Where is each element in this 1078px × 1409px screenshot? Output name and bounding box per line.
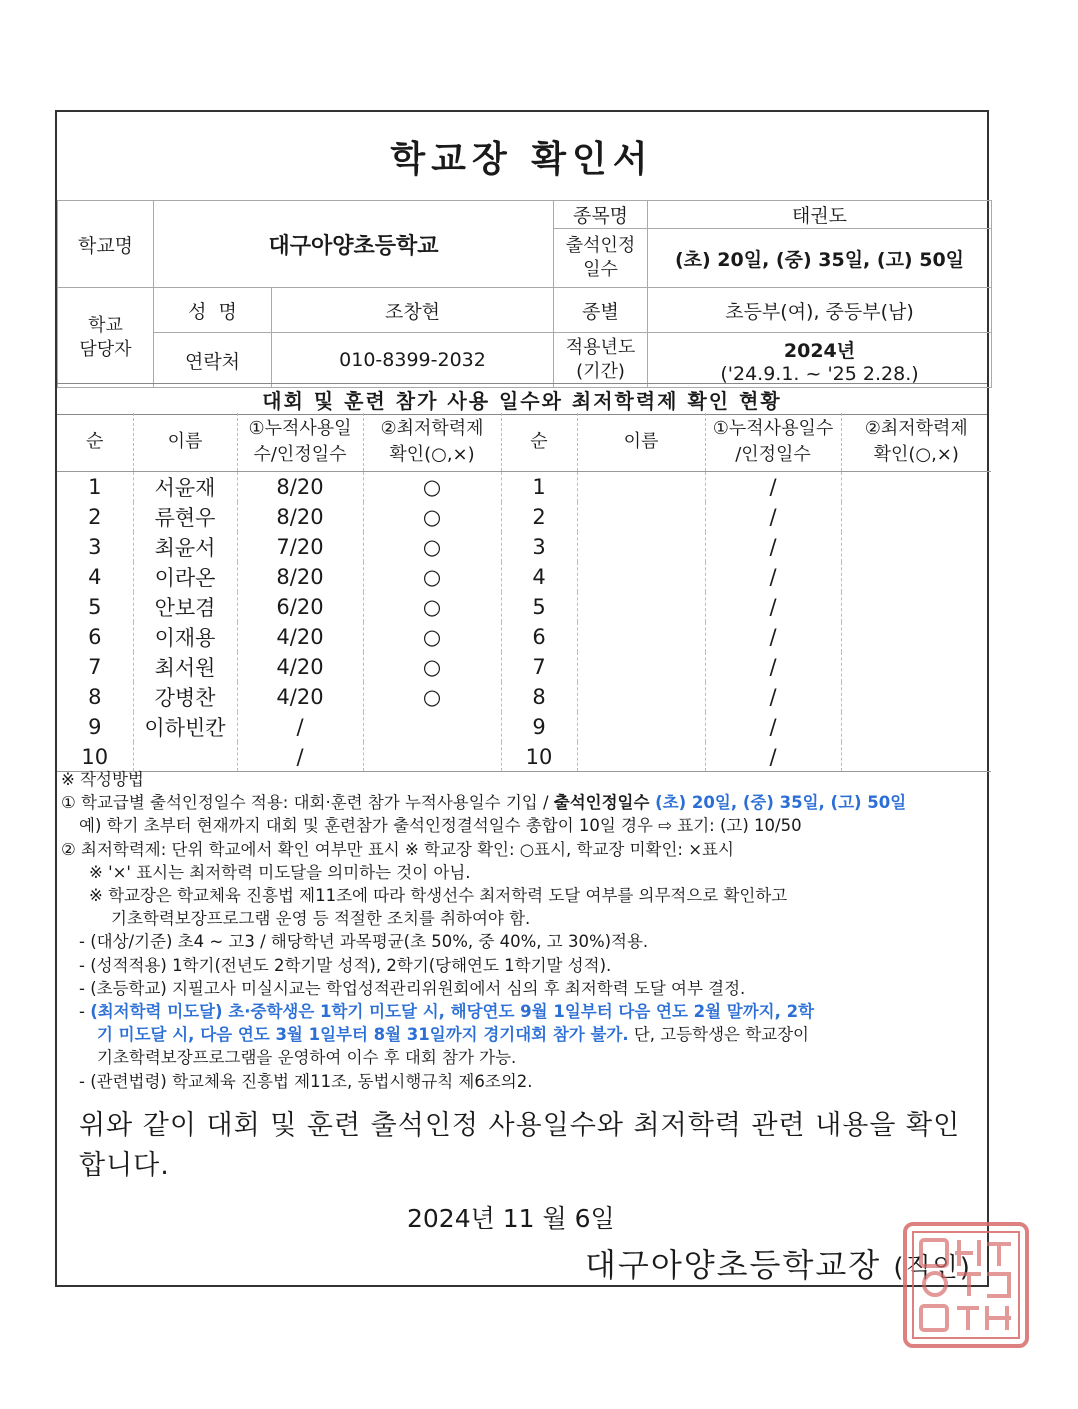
roster-cell-check2 — [841, 622, 991, 652]
roster-cell-no: 9 — [88, 715, 102, 739]
roster-cell-no: 5 — [88, 595, 102, 619]
roster-cell-no: 6 — [88, 625, 102, 649]
roster-cell-no: 8 — [88, 685, 102, 709]
writing-method — [61, 768, 987, 1093]
roster-cell-check: ○ — [363, 592, 501, 622]
roster-cell-days: 8/20 — [237, 562, 363, 592]
roster-cell-check — [363, 712, 501, 742]
roster-cell-no: 2 — [88, 505, 102, 529]
roster-cell-no2: 2 — [501, 502, 577, 532]
division-value: 초등부(여), 중등부(남) — [648, 288, 992, 333]
attend-days-label: 출석인정 일수 — [554, 229, 648, 288]
year-cell — [648, 333, 992, 388]
roster-cell-days: 7/20 — [237, 532, 363, 562]
roster-cell-days2: / — [705, 502, 841, 532]
roster-cell-days2: / — [705, 592, 841, 622]
roster-cell-name: 최서원 — [133, 652, 237, 682]
roster-cell-check2 — [841, 682, 991, 712]
roster-cell-check2 — [841, 712, 991, 742]
roster-cell-name: 이라온 — [133, 562, 237, 592]
roster-cell-check: ○ — [363, 532, 501, 562]
method-line-5: ※ 학교장은 학교체육 진흥법 제11조에 따라 학생선수 최저학력 도달 여부를 의무적으로 확인하고 — [89, 886, 788, 906]
roster-cell-name: 안보겸 — [133, 592, 237, 622]
method-text: - — [79, 1002, 91, 1022]
roster-cell-no: 4 — [88, 565, 102, 589]
col-header-no-2: 순 — [501, 413, 577, 472]
roster-row — [57, 472, 991, 503]
roster-cell-name2 — [577, 682, 705, 712]
method-line-6: 기초학력보장프로그램 운영 등 적절한 조치를 취하여야 함. — [111, 909, 531, 929]
name-label: 성 명 — [154, 288, 272, 333]
col-header-check: ②최저학력제 확인(○,×) — [363, 413, 501, 472]
sport-label: 종목명 — [554, 201, 648, 229]
document-title: 학교장 확인서 — [57, 112, 987, 201]
method-line-7: - (대상/기준) 초4 ~ 고3 / 해당학년 과목평균(초 50%, 중 40%, 고 30%)적용. — [79, 932, 649, 952]
roster-cell-no2: 3 — [501, 532, 577, 562]
roster-cell-name2 — [577, 622, 705, 652]
roster-cell-no2: 4 — [501, 562, 577, 592]
method-highlight: 기 미도달 시, 다음 연도 3월 1일부터 8월 31일까지 경기대회 참가 불가. — [97, 1025, 629, 1045]
roster-cell-no: 3 — [88, 535, 102, 559]
roster-cell-check2 — [841, 472, 991, 503]
roster-cell-no2: 1 — [501, 472, 577, 503]
roster-cell-no: 1 — [88, 475, 102, 499]
roster-cell-no: 10 — [57, 742, 133, 772]
sport-value: 태권도 — [648, 201, 992, 229]
contact-label: 연락처 — [154, 333, 272, 388]
contact-value: 010-8399-2032 — [272, 333, 554, 388]
period-value: ('24.9.1. ~ '25 2.28.) — [720, 362, 919, 385]
roster-cell-name: 류현우 — [133, 502, 237, 532]
manager-label: 학교 담당자 — [58, 288, 154, 388]
roster-row — [57, 712, 991, 742]
roster-cell-check2 — [841, 652, 991, 682]
roster-cell-name2 — [577, 472, 705, 503]
method-highlight: (초) 20일, (중) 35일, (고) 50일 — [649, 793, 907, 813]
roster-cell-check: ○ — [363, 652, 501, 682]
col-header-days: ①누적사용일 수/인정일수 — [237, 413, 363, 472]
roster-cell-name2 — [577, 592, 705, 622]
roster-row — [57, 502, 991, 532]
roster-row — [57, 562, 991, 592]
method-line-11 — [61, 1023, 987, 1046]
roster-cell-check: ○ — [363, 472, 501, 503]
roster-cell-days2: / — [705, 532, 841, 562]
col-header-days-2: ①누적사용일수 /인정일수 — [705, 413, 841, 472]
method-line-9: - (초등학교) 지필고사 미실시교는 학업성적관리위원회에서 심의 후 최저학력 도달 여부 결정. — [79, 978, 746, 998]
confirmation-statement: 위와 같이 대회 및 훈련 출석인정 사용일수와 최저학력 관련 내용을 확인합니다. — [79, 1110, 961, 1181]
roster-cell-name: 이하빈칸 — [133, 712, 237, 742]
roster-cell-check2 — [841, 592, 991, 622]
col-header-no: 순 — [57, 413, 133, 472]
roster-table — [57, 413, 991, 772]
roster-cell-no2: 9 — [501, 712, 577, 742]
roster-cell-no2: 7 — [501, 652, 577, 682]
method-text: ① 학교급별 출석인정일수 적용: 대회·훈련 참가 누적사용일수 기입 / — [61, 793, 554, 813]
method-line-2: 예) 학기 초부터 현재까지 대회 및 훈련참가 출석인정결석일수 총합이 10일 경우 ⇨ 표기: (고) 10/50 — [79, 816, 802, 836]
roster-cell-days2: / — [705, 712, 841, 742]
roster-row — [57, 592, 991, 622]
roster-cell-days2: / — [705, 562, 841, 592]
method-heading: ※ 작성방법 — [61, 770, 144, 789]
col-header-name-2: 이름 — [577, 413, 705, 472]
method-line-1 — [61, 791, 987, 814]
roster-row — [57, 622, 991, 652]
seal-glyph-pattern — [907, 1226, 1025, 1344]
method-line-8: - (성적적용) 1학기(전년도 2학기말 성적), 2학기(당해연도 1학기말 성적). — [79, 955, 612, 975]
school-value: 대구아양초등학교 — [154, 201, 554, 288]
roster-cell-days2: / — [705, 742, 841, 772]
method-emphasis: 출석인정일수 — [553, 793, 650, 813]
year-value: 2024년 — [783, 339, 856, 362]
method-line-3: ② 최저학력제: 단위 학교에서 확인 여부만 표시 ※ 학교장 확인: ○표시, 학교장 미확인: ×표시 — [61, 839, 734, 859]
year-label: 적용년도 (기간) — [554, 333, 648, 388]
col-header-name: 이름 — [133, 413, 237, 472]
roster-row — [57, 682, 991, 712]
roster-cell-days: 4/20 — [237, 682, 363, 712]
roster-cell-days2: / — [705, 652, 841, 682]
roster-cell-name: 서윤재 — [133, 472, 237, 503]
school-label: 학교명 — [58, 201, 154, 288]
method-line-10 — [61, 1000, 987, 1023]
method-line-13: - (관련법령) 학교체육 진흥법 제11조, 동법시행규칙 제6조의2. — [79, 1071, 533, 1091]
info-table — [57, 200, 992, 388]
section-title: 대회 및 훈련 참가 사용 일수와 최저학력제 확인 현황 — [57, 383, 987, 415]
roster-cell-name2 — [577, 502, 705, 532]
roster-cell-no2: 8 — [501, 682, 577, 712]
roster-cell-check: ○ — [363, 502, 501, 532]
name-value: 조창현 — [272, 288, 554, 333]
method-line-4: ※ '×' 표시는 최저학력 미도달을 의미하는 것이 아님. — [89, 862, 471, 882]
roster-cell-name: 강병찬 — [133, 682, 237, 712]
method-highlight: (최저학력 미도달) 초·중학생은 1학기 미도달 시, 해당연도 9월 1일부터 다음 연도 2월 말까지, 2학 — [90, 1002, 815, 1022]
roster-cell-days2: / — [705, 682, 841, 712]
roster-cell-days: 8/20 — [237, 502, 363, 532]
roster-cell-days: 8/20 — [237, 472, 363, 503]
roster-cell-no2: 10 — [501, 742, 577, 772]
roster-cell-check: ○ — [363, 562, 501, 592]
method-line-12: 기초학력보장프로그램을 운영하여 이수 후 대회 참가 가능. — [97, 1048, 517, 1068]
roster-cell-name2 — [577, 652, 705, 682]
roster-cell-name2 — [577, 712, 705, 742]
roster-cell-no2: 5 — [501, 592, 577, 622]
roster-cell-check2 — [841, 562, 991, 592]
roster-row — [57, 532, 991, 562]
roster-cell-check2 — [841, 502, 991, 532]
roster-cell-name2 — [577, 562, 705, 592]
seal-label: (직인) — [893, 1253, 972, 1283]
roster-cell-check: ○ — [363, 682, 501, 712]
roster-header-row — [57, 413, 991, 472]
roster-cell-days2: / — [705, 622, 841, 652]
col-header-check-2: ②최저학력제 확인(○,×) — [841, 413, 991, 472]
roster-cell-days2: / — [705, 472, 841, 503]
attend-days-value: (초) 20일, (중) 35일, (고) 50일 — [648, 229, 992, 288]
roster-cell-name: 이재용 — [133, 622, 237, 652]
confirmation-document — [55, 110, 989, 1287]
roster-body — [57, 472, 991, 772]
roster-cell-days: 4/20 — [237, 652, 363, 682]
roster-cell-days: / — [237, 712, 363, 742]
signer-name: 대구아양초등학교장 — [585, 1246, 882, 1284]
roster-cell-no: 7 — [88, 655, 102, 679]
roster-row — [57, 652, 991, 682]
method-text: 단, 고등학생은 학교장이 — [628, 1025, 809, 1045]
division-label: 종별 — [554, 288, 648, 333]
official-seal-stamp — [903, 1222, 1029, 1348]
roster-cell-no2: 6 — [501, 622, 577, 652]
roster-cell-days: 4/20 — [237, 622, 363, 652]
issue-date: 2024년 11 월 6일 — [407, 1204, 615, 1233]
roster-cell-check2 — [841, 532, 991, 562]
roster-cell-name2 — [577, 532, 705, 562]
roster-cell-days: / — [237, 742, 363, 772]
roster-cell-check: ○ — [363, 622, 501, 652]
roster-cell-name: 최윤서 — [133, 532, 237, 562]
roster-cell-days: 6/20 — [237, 592, 363, 622]
